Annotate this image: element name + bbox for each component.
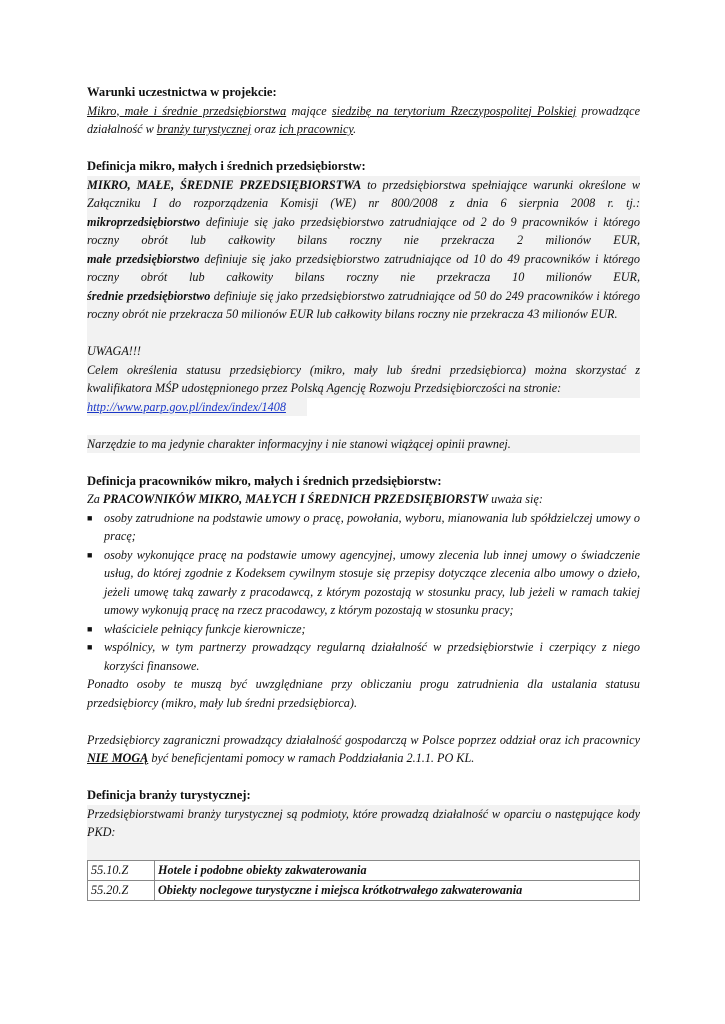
medium-definition [87,287,640,324]
table-row [88,861,640,881]
text-fragment: mające [286,103,332,118]
bullet-icon: ■ [87,642,93,652]
table-row [88,881,640,901]
sme-term: MIKRO, MAŁE, ŚREDNIE PRZEDSIĘBIORSTWA [87,177,362,192]
text-fragment: definiuje się jako przedsiębiorstwo zatrudniające od 50 do 249 pracowników i którego roczny obrót nie przekracza 50 milionów EUR lub całkowity bilans roczny nie przekracza 43 milionów EUR. [87,288,640,321]
heading-employees-definition: Definicja pracowników mikro, małych i średnich przedsiębiorstw: [87,473,442,488]
text-fragment: definiuje się jako przedsiębiorstwo zatrudniające od 10 do 49 pracowników i którego roczny obrót lub całkowity bilans roczny nie przekracza 10 milionów EUR, [87,251,640,284]
heading-tourism-definition: Definicja branży turystycznej: [87,788,251,802]
document-page [87,83,640,901]
text-fragment: prowadzące działalność w [87,103,640,136]
list-item-text: właściciele pełniący funkcje kierownicze; [104,621,306,636]
text-fragment: to przedsiębiorstwa spełniające warunki określone w Załączniku I do rozporządzenia Komisji (WE) nr 800/2008 z dnia 6 sierpnia 2008 r. tj.: [87,177,640,210]
parp-link[interactable]: http://www.parp.gov.pl/index/index/1408 [87,399,286,414]
foreign-emphasis: NIE MOGĄ [87,751,149,765]
employees-intro [87,490,640,509]
bullet-icon: ■ [87,512,93,523]
participation-text [87,102,640,139]
list-item [87,638,640,675]
employees-list [87,509,640,676]
text-fragment: uważa się: [488,492,543,506]
pkd-code: 55.20.Z [88,881,155,901]
participation-seat: siedzibę na terytorium Rzeczypospolitej Polskiej [331,103,577,118]
heading-sme-definition: Definicja mikro, małych i średnich przedsiębiorstw: [87,159,366,173]
participation-branch: branży turystycznej [156,122,252,136]
text-fragment: Przedsiębiorcy zagraniczni prowadzący działalność gospodarczą w Polsce poprzez oddział oraz ich pracownicy [87,732,640,747]
micro-term: mikroprzedsiębiorstwo [87,214,201,229]
uwaga-note: Narzędzie to ma jedynie charakter informacyjny i nie stanowi wiążącej opinii prawnej. [87,435,640,454]
list-item-text: osoby zatrudnione na podstawie umowy o pracę, powołania, wyboru, mianowania lub spółdzielczej umowy o pracę; [104,510,640,543]
uwaga-text: Celem określenia statusu przedsiębiorcy (mikro, mały lub średni przedsiębiorca) można skorzystać z kwalifikatora MŚP udostępnionego przez Polską Agencję Rozwoju Przedsiębiorczości na stronie: [87,362,640,395]
pkd-name: Obiekty noclegowe turystyczne i miejsca krótkotrwałego zakwaterowania [155,881,640,901]
pkd-name: Hotele i podobne obiekty zakwaterowania [155,861,640,881]
pkd-code: 55.10.Z [88,861,155,881]
micro-definition [87,213,640,250]
participation-subject: Mikro, małe i średnie przedsiębiorstwa [87,103,287,118]
text-fragment: Za [87,492,103,506]
small-term: małe przedsiębiorstwo [87,251,200,266]
list-item [87,546,640,620]
pkd-table [87,860,640,901]
text-fragment: definiuje się jako przedsiębiorstwo zatrudniające od 2 do 9 pracowników i którego roczny obrót lub całkowity bilans roczny nie przekracza 2 milionów EUR, [87,214,640,247]
tourism-text: Przedsiębiorstwami branży turystycznej są podmioty, które prowadzą działalność w oparciu o następujące kody PKD: [87,806,640,839]
foreign-note [87,731,640,768]
employees-after: Ponadto osoby te muszą być uwzględniane przy obliczaniu progu zatrudnienia dla ustalania statusu przedsiębiorcy (mikro, mały lub średni przedsiębiorca). [87,677,640,710]
link-row [87,398,307,417]
list-item-text: osoby wykonujące pracę na podstawie umowy agencyjnej, umowy zlecenia lub innej umowy o świadczenie usług, do której zgodnie z Kodeksem cywilnym stosuje się przepisy dotyczące zlecenia albo umowy o dzieło, jeżeli umowę taką zawarły z pracodawcą, z którym pozostają w stosunku pracy, lub jeżeli w ramach takiej umowy wykonują pracę na rzecz pracodawcy, z którym pozostają w stosunku pracy; [104,547,640,617]
participation-employees: ich pracownicy [278,122,354,136]
uwaga-title: UWAGA!!! [87,344,141,358]
small-definition [87,250,640,287]
list-item [87,620,640,639]
text-fragment: . [353,122,357,136]
bullet-icon: ■ [87,623,93,634]
employees-term: PRACOWNIKÓW MIKRO, MAŁYCH I ŚREDNICH PRZEDSIĘBIORSTW [102,492,489,506]
list-item [87,509,640,546]
sme-intro [87,176,640,213]
medium-term: średnie przedsiębiorstwo [87,288,211,303]
heading-participation: Warunki uczestnictwa w projekcie: [87,85,277,99]
text-fragment: być beneficjentami pomocy w ramach Poddziałania 2.1.1. PO KL. [148,751,475,765]
list-item-text: wspólnicy, w tym partnerzy prowadzący regularną działalność w przedsiębiorstwie i czerpiący z niego korzyści finansowe. [104,640,640,673]
text-fragment: oraz [251,122,279,136]
bullet-icon: ■ [87,549,93,560]
